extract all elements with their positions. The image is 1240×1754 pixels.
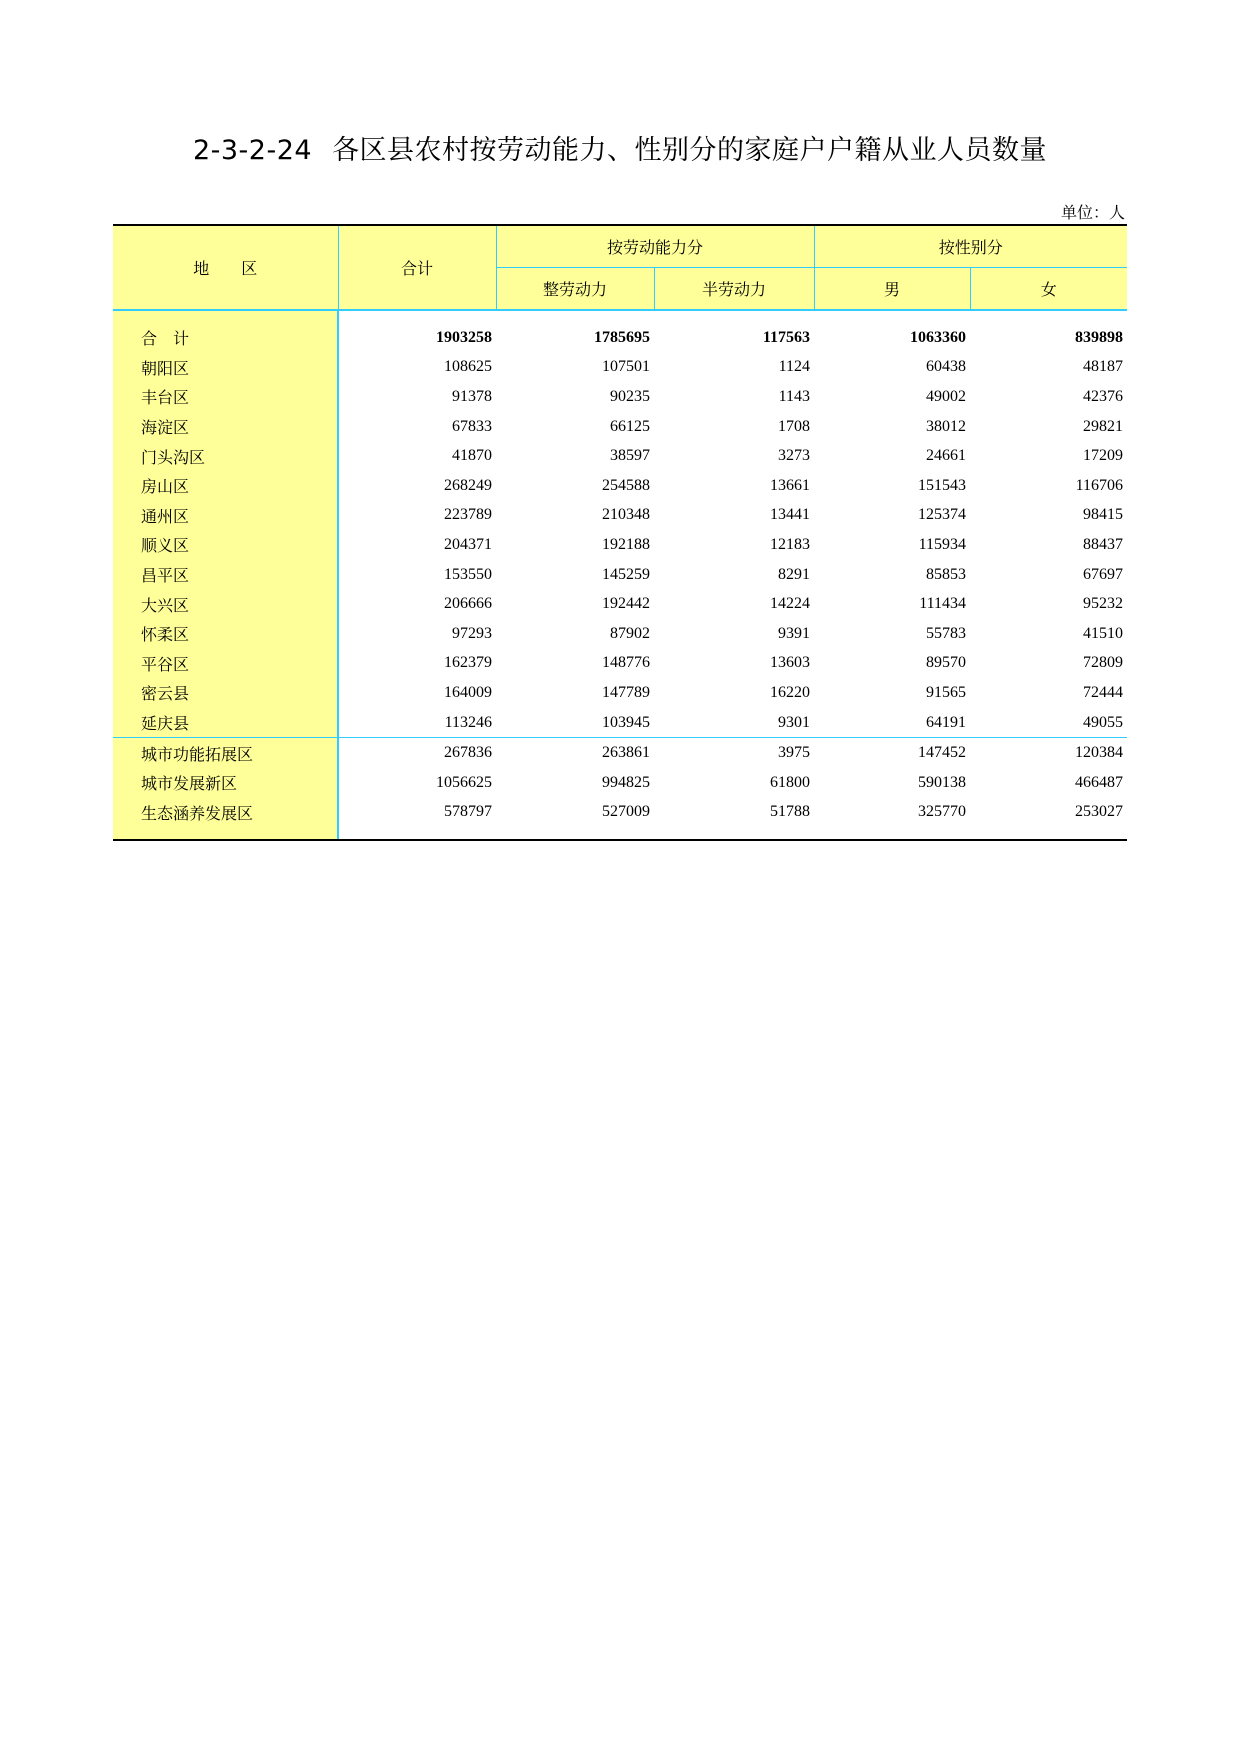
cell-female: 253027 — [1075, 803, 1124, 821]
cell-half-labor: 51788 — [770, 803, 811, 821]
cell-male: 89570 — [926, 654, 967, 672]
header-total: 合计 — [338, 225, 496, 310]
table-code: 2-3-2-24 — [192, 135, 313, 166]
cell-male: 115934 — [918, 535, 967, 553]
cell-half-labor: 13661 — [770, 476, 811, 494]
row-region: 城市功能拓展区 — [113, 738, 338, 768]
cell-female: 41510 — [1083, 624, 1124, 642]
cell-full-labor: 103945 — [602, 713, 650, 731]
cell-male: 85853 — [926, 565, 967, 583]
cell-male: 147452 — [814, 738, 970, 768]
header-male: 男 — [814, 268, 970, 311]
cell-full-labor: 210348 — [602, 506, 650, 524]
cell-total: 204371 — [444, 535, 492, 553]
cell-full-labor: 1785695 — [594, 328, 650, 346]
cell-female: 29821 — [1083, 417, 1124, 435]
row-region: 合 计 — [113, 323, 338, 353]
spacer-row — [113, 827, 1127, 840]
row-region: 平谷区 — [113, 649, 338, 679]
header-by-sex: 按性别分 — [814, 225, 1127, 268]
row-region: 大兴区 — [113, 589, 338, 619]
table-row — [113, 738, 1127, 768]
page-title — [0, 128, 1240, 167]
cell-total: 162379 — [444, 654, 492, 672]
cell-half-labor: 3273 — [778, 447, 811, 465]
statistics-table — [113, 224, 1127, 841]
table-row — [113, 382, 1127, 412]
cell-total: 578797 — [444, 803, 492, 821]
cell-full-labor: 147789 — [602, 683, 650, 701]
row-region: 房山区 — [113, 471, 338, 501]
table-row-total — [113, 323, 1127, 353]
row-region: 门头沟区 — [113, 441, 338, 471]
cell-full-labor: 263861 — [496, 738, 654, 768]
cell-male: 111434 — [919, 595, 967, 613]
cell-total: 164009 — [444, 683, 492, 701]
row-region: 朝阳区 — [113, 353, 338, 383]
cell-total: 108625 — [444, 358, 492, 376]
header-half-labor: 半劳动力 — [654, 268, 814, 311]
table-row — [113, 412, 1127, 442]
cell-half-labor: 8291 — [778, 565, 811, 583]
table-row — [113, 768, 1127, 798]
cell-male: 60438 — [926, 358, 967, 376]
cell-total: 1056625 — [436, 773, 492, 791]
cell-full-labor: 90235 — [610, 387, 650, 405]
row-region: 海淀区 — [113, 412, 338, 442]
table-row — [113, 353, 1127, 383]
cell-female: 88437 — [1083, 535, 1124, 553]
table-row — [113, 560, 1127, 590]
cell-total: 91378 — [452, 387, 492, 405]
cell-full-labor: 87902 — [610, 624, 650, 642]
table-row — [113, 619, 1127, 649]
cell-half-labor: 14224 — [770, 595, 811, 613]
cell-female: 48187 — [1083, 358, 1124, 376]
table-header — [113, 225, 1127, 310]
cell-half-labor: 9391 — [778, 624, 811, 642]
cell-half-labor: 1124 — [778, 358, 811, 376]
cell-total: 268249 — [444, 476, 492, 494]
cell-female: 95232 — [1083, 595, 1124, 613]
cell-total: 267836 — [338, 738, 496, 768]
cell-half-labor: 9301 — [778, 713, 811, 731]
cell-half-labor: 16220 — [770, 683, 811, 701]
table-row — [113, 589, 1127, 619]
table-title-text: 各区县农村按劳动能力、性别分的家庭户户籍从业人员数量 — [332, 135, 1048, 166]
cell-male: 125374 — [918, 506, 967, 524]
cell-total: 67833 — [452, 417, 492, 435]
table-row — [113, 501, 1127, 531]
row-region: 密云县 — [113, 678, 338, 708]
spacer-row — [113, 310, 1127, 323]
cell-female: 42376 — [1083, 387, 1124, 405]
header-full-labor: 整劳动力 — [496, 268, 654, 311]
cell-full-labor: 192442 — [602, 595, 650, 613]
cell-total: 153550 — [444, 565, 492, 583]
cell-male: 49002 — [926, 387, 967, 405]
row-region: 城市发展新区 — [113, 768, 338, 798]
cell-full-labor: 148776 — [602, 654, 650, 672]
cell-total: 97293 — [452, 624, 492, 642]
cell-male: 1063360 — [910, 328, 967, 346]
cell-full-labor: 254588 — [602, 476, 650, 494]
row-region: 顺义区 — [113, 530, 338, 560]
row-region: 怀柔区 — [113, 619, 338, 649]
cell-half-labor: 61800 — [770, 773, 811, 791]
table-row — [113, 678, 1127, 708]
cell-male: 24661 — [926, 447, 967, 465]
cell-male: 151543 — [918, 476, 967, 494]
table-row — [113, 441, 1127, 471]
table-body — [113, 310, 1127, 840]
cell-total: 41870 — [452, 447, 492, 465]
cell-half-labor: 117563 — [762, 328, 811, 346]
cell-female: 98415 — [1083, 506, 1124, 524]
cell-female: 17209 — [1083, 447, 1124, 465]
header-region: 地 区 — [113, 225, 338, 310]
table-row — [113, 649, 1127, 679]
cell-full-labor: 107501 — [602, 358, 650, 376]
cell-female: 116706 — [1075, 476, 1124, 494]
cell-full-labor: 192188 — [602, 535, 650, 553]
unit-label: 单位：人 — [1060, 205, 1125, 222]
cell-half-labor: 3975 — [654, 738, 814, 768]
cell-full-labor: 145259 — [602, 565, 650, 583]
cell-total: 206666 — [444, 595, 492, 613]
cell-full-labor: 66125 — [610, 417, 650, 435]
cell-total: 223789 — [444, 506, 492, 524]
cell-female: 67697 — [1083, 565, 1124, 583]
cell-full-labor: 527009 — [602, 803, 650, 821]
table-row — [113, 798, 1127, 828]
cell-full-labor: 38597 — [610, 447, 650, 465]
cell-female: 72444 — [1083, 683, 1124, 701]
cell-female: 49055 — [1083, 713, 1124, 731]
cell-full-labor: 994825 — [602, 773, 650, 791]
cell-male: 64191 — [926, 713, 967, 731]
cell-total: 1903258 — [436, 328, 492, 346]
cell-male: 55783 — [926, 624, 967, 642]
cell-half-labor: 13603 — [770, 654, 811, 672]
row-region: 通州区 — [113, 501, 338, 531]
cell-female: 72809 — [1083, 654, 1124, 672]
cell-female: 839898 — [1075, 328, 1124, 346]
cell-half-labor: 12183 — [770, 535, 811, 553]
cell-male: 590138 — [918, 773, 967, 791]
header-female: 女 — [970, 268, 1127, 311]
table-row — [113, 471, 1127, 501]
row-region: 昌平区 — [113, 560, 338, 590]
cell-half-labor: 13441 — [770, 506, 811, 524]
cell-half-labor: 1143 — [778, 387, 811, 405]
cell-female: 466487 — [1075, 773, 1124, 791]
row-region: 丰台区 — [113, 382, 338, 412]
row-region: 延庆县 — [113, 708, 338, 738]
table-row — [113, 708, 1127, 738]
cell-male: 38012 — [926, 417, 967, 435]
cell-total: 113246 — [444, 713, 492, 731]
cell-female: 120384 — [970, 738, 1127, 768]
row-region: 生态涵养发展区 — [113, 798, 338, 828]
header-by-labor: 按劳动能力分 — [496, 225, 814, 268]
cell-male: 325770 — [918, 803, 967, 821]
table-row — [113, 530, 1127, 560]
cell-half-labor: 1708 — [778, 417, 811, 435]
cell-male: 91565 — [926, 683, 967, 701]
